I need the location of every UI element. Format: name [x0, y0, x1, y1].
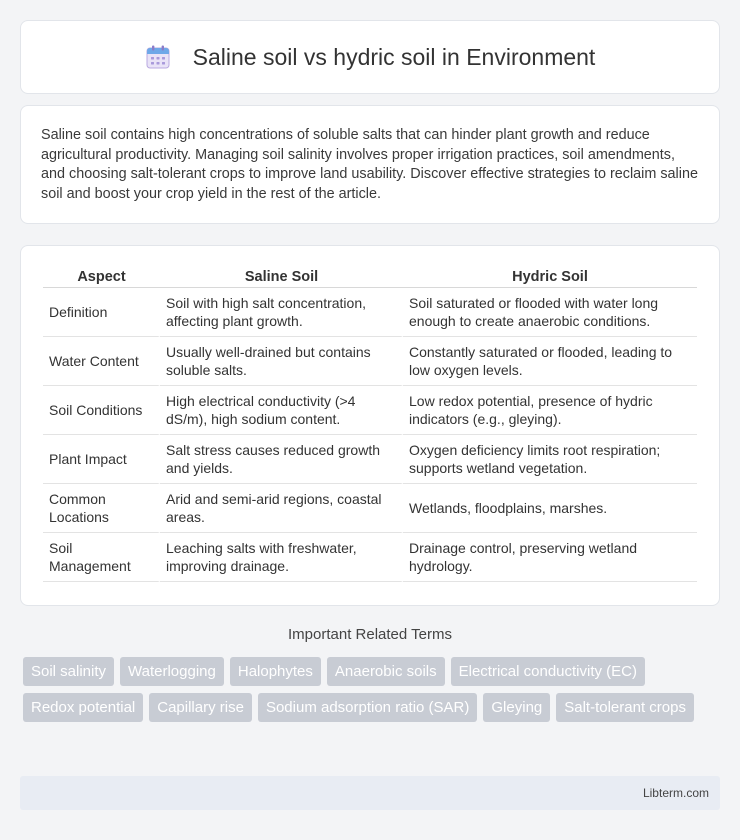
table-header-saline: Saline Soil	[160, 265, 403, 288]
footer	[20, 776, 720, 810]
table-cell-saline: Usually well-drained but contains soluble salts.	[160, 337, 403, 386]
page-title: Saline soil vs hydric soil in Environment	[192, 43, 596, 70]
table-cell-aspect: Common Locations	[43, 484, 160, 533]
intro-paragraph: Saline soil contains high concentrations of soluble salts that can hinder plant growth and reduce agricultural productivity. Managing soil salinity involves proper irrigation practices, soil amendments, and choosing salt-tolerant crops to improve land usability. Discover effective strategies to reclaim saline soil and boost your crop yield in the rest of the article.	[41, 127, 698, 202]
table-row	[43, 533, 697, 582]
table-cell-aspect: Soil Conditions	[43, 386, 160, 435]
comparison-table-card	[20, 245, 720, 606]
term-tag-salt-tolerant-crops[interactable]: Salt-tolerant crops	[556, 693, 694, 722]
related-terms-list	[20, 657, 720, 722]
table-row	[43, 337, 697, 386]
table-header-aspect: Aspect	[43, 265, 160, 288]
table-cell-hydric: Oxygen deficiency limits root respiration; supports wetland vegetation.	[403, 435, 697, 484]
table-cell-hydric: Soil saturated or flooded with water long enough to create anaerobic conditions.	[403, 288, 697, 337]
term-tag-gleying[interactable]: Gleying	[483, 693, 550, 722]
term-tag-sodium-adsorption-ratio[interactable]: Sodium adsorption ratio (SAR)	[258, 693, 477, 722]
table-row	[43, 288, 697, 337]
table-cell-aspect: Plant Impact	[43, 435, 160, 484]
table-header-hydric: Hydric Soil	[403, 265, 697, 288]
table-cell-aspect: Soil Management	[43, 533, 160, 582]
term-tag-halophytes[interactable]: Halophytes	[230, 657, 321, 686]
footer-site-link[interactable]: Libterm.com	[642, 786, 709, 800]
term-tag-capillary-rise[interactable]: Capillary rise	[149, 693, 252, 722]
related-terms-heading: Important Related Terms	[288, 626, 452, 643]
table-cell-aspect: Definition	[43, 288, 160, 337]
table-row	[43, 435, 697, 484]
table-header-row	[43, 265, 697, 288]
calendar-icon	[145, 44, 171, 70]
table-cell-hydric: Low redox potential, presence of hydric indicators (e.g., gleying).	[403, 386, 697, 435]
term-tag-waterlogging[interactable]: Waterlogging	[120, 657, 224, 686]
table-row	[43, 484, 697, 533]
table-cell-saline: Soil with high salt concentration, affecting plant growth.	[160, 288, 403, 337]
table-cell-saline: High electrical conductivity (>4 dS/m), high sodium content.	[160, 386, 403, 435]
intro-card	[20, 105, 720, 224]
table-cell-aspect: Water Content	[43, 337, 160, 386]
term-tag-anaerobic-soils[interactable]: Anaerobic soils	[327, 657, 445, 686]
table-row	[43, 386, 697, 435]
table-cell-saline: Arid and semi-arid regions, coastal areas.	[160, 484, 403, 533]
title-card	[20, 20, 720, 94]
table-cell-saline: Leaching salts with freshwater, improving drainage.	[160, 533, 403, 582]
term-tag-electrical-conductivity[interactable]: Electrical conductivity (EC)	[451, 657, 645, 686]
table-cell-hydric: Drainage control, preserving wetland hydrology.	[403, 533, 697, 582]
table-cell-saline: Salt stress causes reduced growth and yields.	[160, 435, 403, 484]
term-tag-soil-salinity[interactable]: Soil salinity	[23, 657, 114, 686]
table-cell-hydric: Wetlands, floodplains, marshes.	[403, 484, 697, 533]
table-cell-hydric: Constantly saturated or flooded, leading to low oxygen levels.	[403, 337, 697, 386]
comparison-table	[43, 265, 697, 582]
term-tag-redox-potential[interactable]: Redox potential	[23, 693, 143, 722]
